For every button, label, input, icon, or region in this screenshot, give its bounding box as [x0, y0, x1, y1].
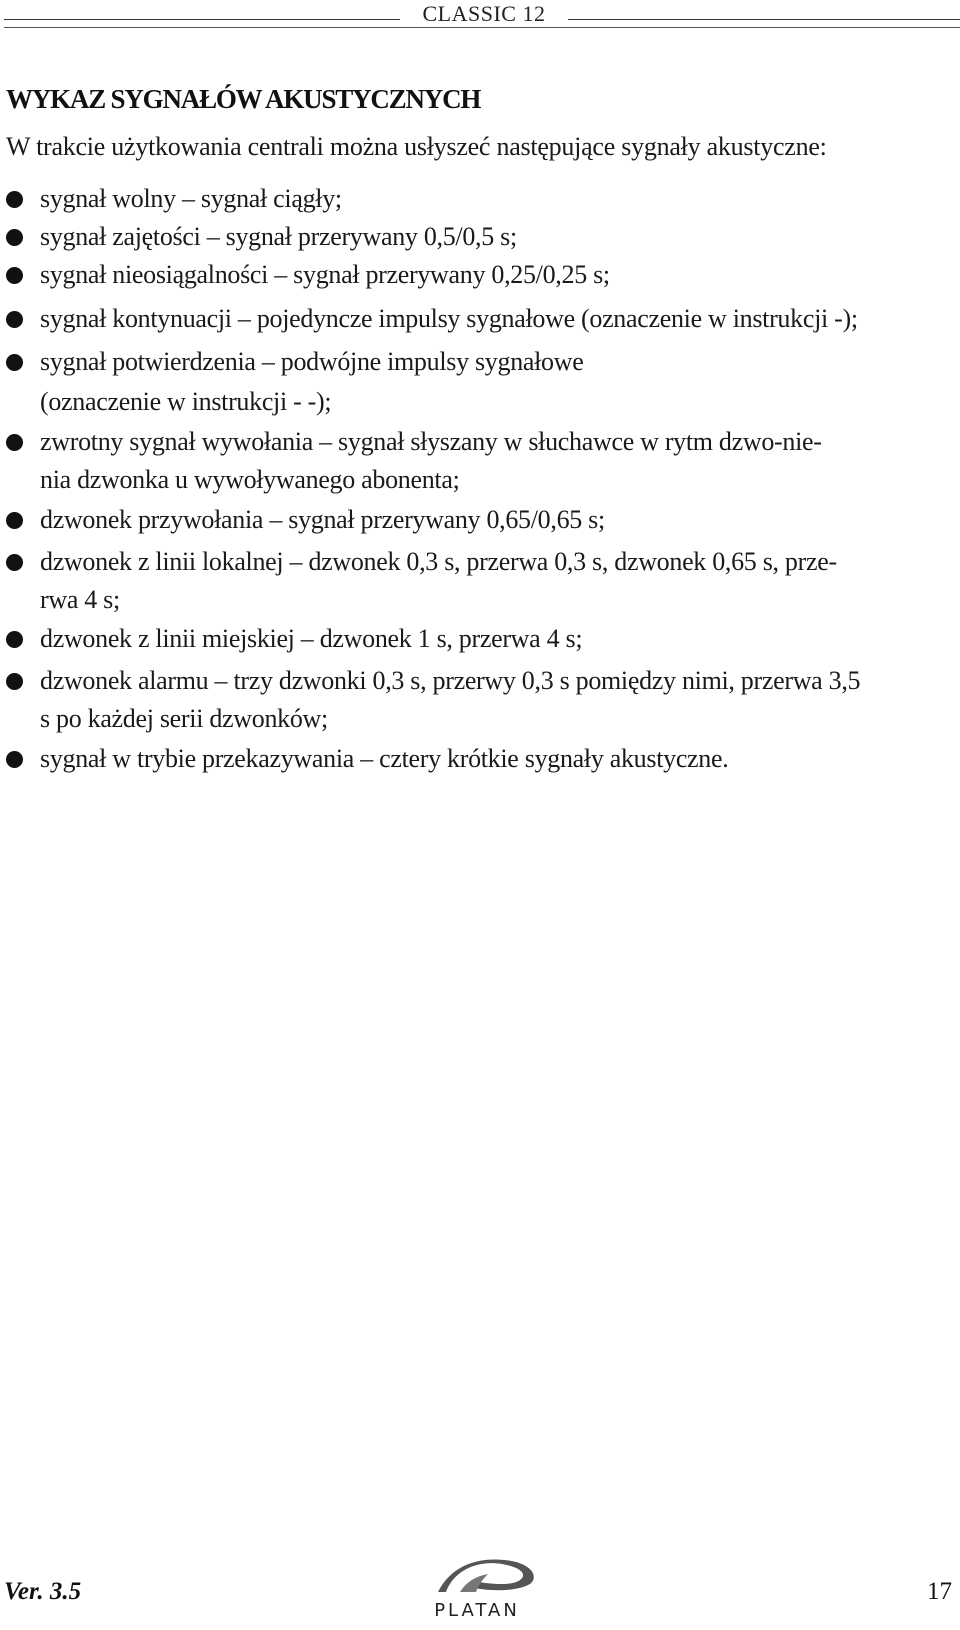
- platan-logo: [416, 1558, 538, 1622]
- list-item-text: sygnał wolny – sygnał ciągły;: [40, 184, 342, 213]
- list-item-text-continued: nia dzwonka u wywoływanego abonenta;: [40, 465, 460, 494]
- bullet-icon: [6, 554, 23, 571]
- list-item-text: sygnał potwierdzenia – podwójne impulsy sygnałowe: [40, 347, 584, 376]
- bullet-icon: [6, 751, 23, 768]
- list-item-text: zwrotny sygnał wywołania – sygnał słyszany w słuchawce w rytm dzwo-nie-: [40, 427, 822, 456]
- list-item: [6, 343, 956, 421]
- bullet-icon: [6, 311, 23, 328]
- bullet-icon: [6, 434, 23, 451]
- bullet-icon: [6, 354, 23, 371]
- list-item-text: dzwonek z linii miejskiej – dzwonek 1 s, przerwa 4 s;: [40, 624, 583, 653]
- section-title: WYKAZ SYGNAŁÓW AKUSTYCZNYCH: [6, 84, 481, 114]
- list-item: [6, 218, 956, 256]
- list-item: [6, 740, 956, 778]
- list-item-text: sygnał nieosiągalności – sygnał przerywany 0,25/0,25 s;: [40, 260, 610, 289]
- bullet-icon: [6, 267, 23, 284]
- footer-version: Ver. 3.5: [4, 1578, 82, 1605]
- list-item-text: sygnał w trybie przekazywania – cztery krótkie sygnały akustyczne.: [40, 744, 729, 773]
- list-item: [6, 423, 956, 499]
- list-item-text-continued: s po każdej serii dzwonków;: [40, 704, 328, 733]
- logo-text: PLATAN: [434, 1600, 520, 1621]
- bullet-icon: [6, 229, 23, 246]
- bullet-icon: [6, 512, 23, 529]
- page-number: 17: [927, 1578, 952, 1605]
- bullet-icon: [6, 631, 23, 648]
- bullet-icon: [6, 191, 23, 208]
- list-item-text: dzwonek przywołania – sygnał przerywany 0,65/0,65 s;: [40, 505, 605, 534]
- list-item-text-continued: rwa 4 s;: [40, 585, 120, 614]
- list-item: [6, 662, 956, 738]
- bullet-icon: [6, 673, 23, 690]
- list-item-text: dzwonek alarmu – trzy dzwonki 0,3 s, przerwy 0,3 s pomiędzy nimi, przerwa 3,5: [40, 666, 861, 695]
- header-title: CLASSIC 12: [422, 1, 546, 26]
- list-item: [6, 300, 956, 338]
- list-item-text: sygnał kontynuacji – pojedyncze impulsy sygnałowe (oznaczenie w instrukcji -);: [40, 304, 858, 333]
- list-item-text-continued: (oznaczenie w instrukcji - -);: [40, 387, 332, 416]
- platan-logo-icon: [416, 1558, 538, 1602]
- list-item: [6, 620, 956, 658]
- list-item-text: dzwonek z linii lokalnej – dzwonek 0,3 s, przerwa 0,3 s, dzwonek 0,65 s, prze-: [40, 547, 837, 576]
- list-item: [6, 501, 956, 539]
- list-item: [6, 180, 956, 218]
- list-item-text: sygnał zajętości – sygnał przerywany 0,5/0,5 s;: [40, 222, 517, 251]
- intro-paragraph: W trakcie użytkowania centrali można usłyszeć następujące sygnały akustyczne:: [6, 132, 827, 161]
- list-item: [6, 256, 956, 294]
- list-item: [6, 543, 956, 619]
